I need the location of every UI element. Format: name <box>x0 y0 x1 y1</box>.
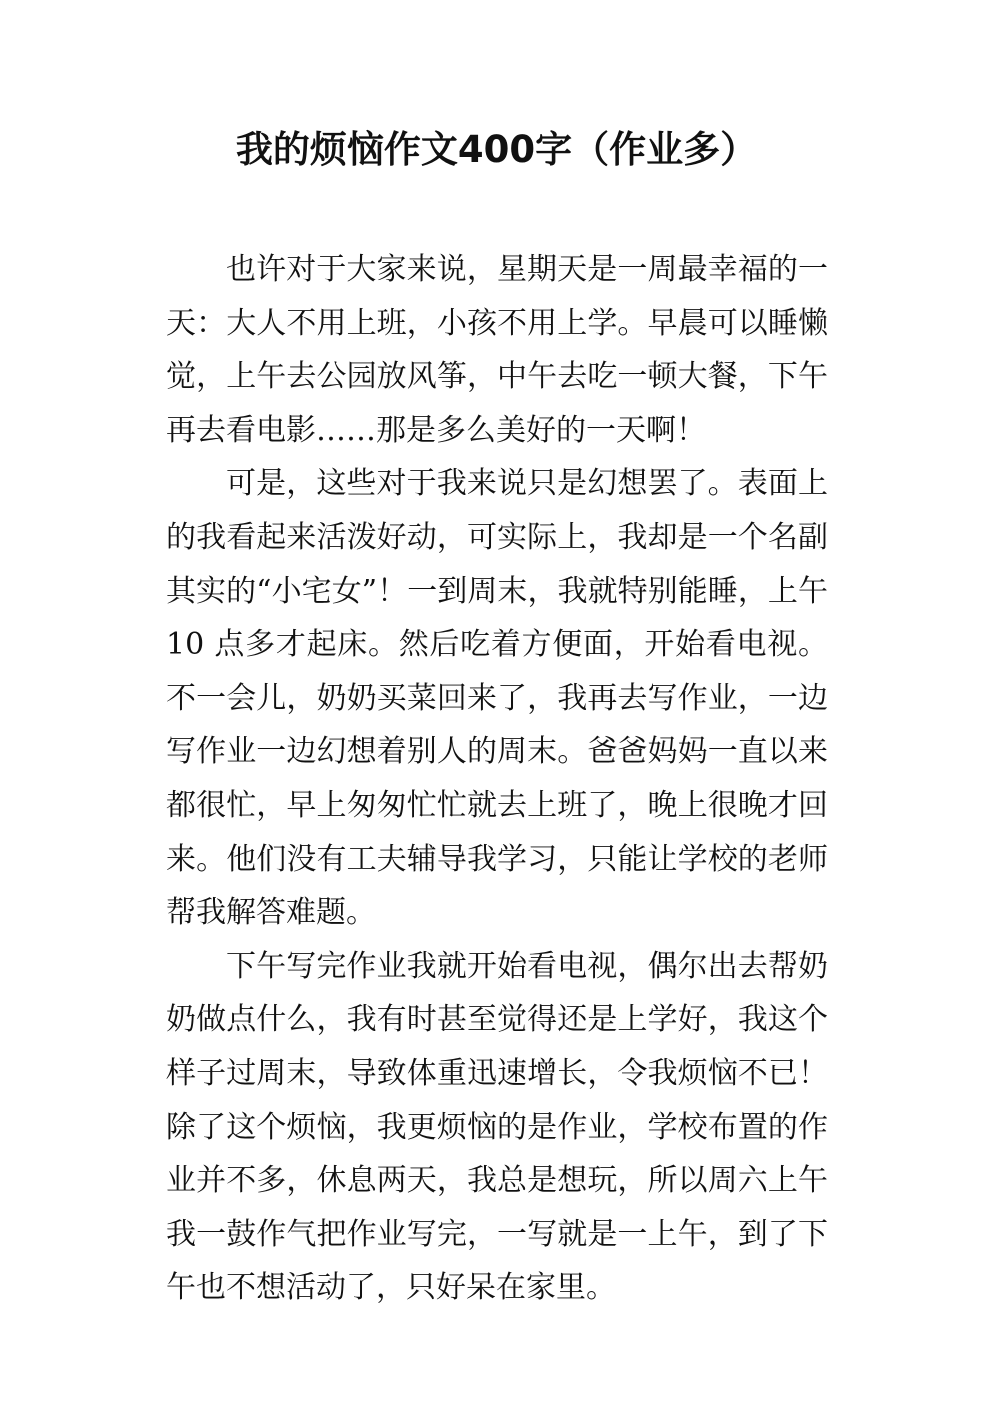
document-body <box>166 243 828 1315</box>
paragraph-3: 下午写完作业我就开始看电视，偶尔出去帮奶奶做点什么，我有时甚至觉得还是上学好，我这个样子过周末，导致体重迅速增长，令我烦恼不已！除了这个烦恼，我更烦恼的是作业，学校布置的作业并不多，休息两天，我总是想玩，所以周六上午我一鼓作气把作业写完，一写就是一上午，到了下午也不想活动了，只好呆在家里。 <box>166 948 828 1306</box>
document-title: 我的烦恼作文400字（作业多） <box>235 128 758 171</box>
paragraph-2: 可是，这些对于我来说只是幻想罢了。表面上的我看起来活泼好动，可实际上，我却是一个名副其实的“小宅女”！一到周末，我就特别能睡，上午 10 点多才起床。然后吃着方便面，开始看电视。不一会儿，奶奶买菜回来了，我再去写作业，一边写作业一边幻想着别人的周末。爸爸妈妈一直以来都很忙，早上匆匆忙忙就去上班了，晚上很晚才回来。他们没有工夫辅导我学习，只能让学校的老师帮我解答难题。 <box>166 466 828 931</box>
paragraph-1: 也许对于大家来说，星期天是一周最幸福的一天：大人不用上班，小孩不用上学。早晨可以睡懒觉，上午去公园放风筝，中午去吃一顿大餐，下午再去看电影……那是多么美好的一天啊！ <box>166 252 828 448</box>
